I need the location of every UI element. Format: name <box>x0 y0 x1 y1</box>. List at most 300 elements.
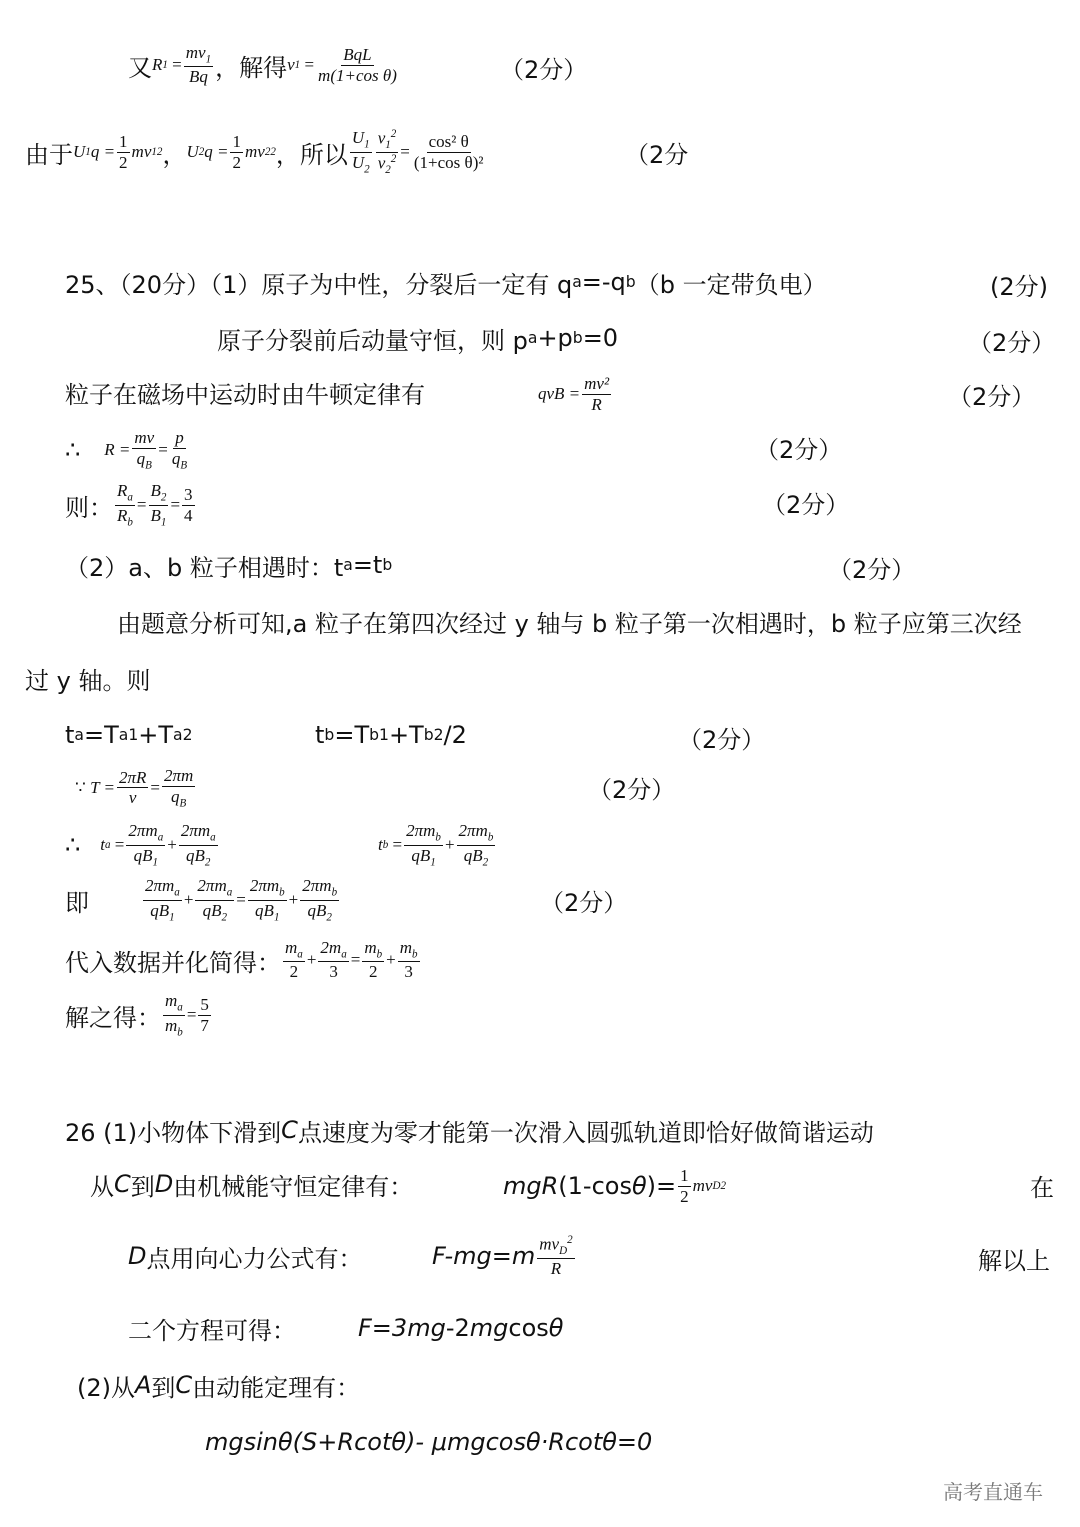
text: 1 <box>430 855 436 868</box>
text: qvB = <box>538 384 581 404</box>
text: 2 <box>680 1186 689 1206</box>
fraction <box>195 876 234 923</box>
text: U <box>351 152 365 172</box>
text: t <box>315 721 325 749</box>
score: （2分） <box>500 56 588 84</box>
fraction <box>230 132 243 172</box>
text: mv <box>185 43 206 63</box>
watermark: 高考直通车 <box>943 1480 1043 1504</box>
text: b2 <box>423 726 444 744</box>
text: 2πm <box>180 821 211 841</box>
text: m(1+cos θ) <box>318 65 397 85</box>
text: R <box>550 1258 562 1278</box>
text: 7 <box>200 1015 209 1035</box>
text: Bq <box>189 67 208 87</box>
text: m <box>165 1015 178 1035</box>
text: 2πm <box>145 876 175 896</box>
text: = <box>304 55 315 74</box>
fraction <box>582 374 611 414</box>
line-25-1 <box>65 252 827 312</box>
text: + <box>444 835 455 854</box>
text: qB <box>150 900 170 920</box>
text: 代入数据并化简得： <box>65 948 281 977</box>
text: qB <box>186 845 205 865</box>
fraction <box>248 876 287 923</box>
score: （2分） <box>968 329 1056 357</box>
text: q = <box>90 142 116 161</box>
text: b <box>572 329 583 347</box>
formula <box>281 938 422 982</box>
text: = <box>158 439 168 459</box>
text: q <box>136 448 146 468</box>
formula-qvb <box>538 374 613 414</box>
text: qB <box>307 900 327 920</box>
text: v <box>128 788 137 808</box>
text: 25、（20分）（1）原子为中性，分裂后一定有 q <box>65 270 573 299</box>
line-radius <box>65 420 191 480</box>
text: R <box>117 481 128 501</box>
text: 2 <box>289 962 299 982</box>
text: b <box>324 726 335 744</box>
text: C <box>175 1371 193 1399</box>
text: mv <box>244 142 265 161</box>
text: =T <box>334 721 370 749</box>
text: a <box>297 948 303 961</box>
text: cos² θ <box>428 131 469 151</box>
line-equal-times <box>65 870 341 930</box>
text: b <box>625 273 636 291</box>
text: ，解得 <box>215 53 288 82</box>
text: b <box>376 948 383 961</box>
text: 4 <box>184 505 193 525</box>
text: (1+cos θ)² <box>413 152 484 172</box>
text: 2 <box>390 152 397 165</box>
text: 1 <box>169 910 175 923</box>
text: 2 <box>232 152 241 172</box>
fraction <box>412 132 486 172</box>
text: 1 <box>680 1165 689 1185</box>
text: 由题意分析可知,a 粒子在第四次经过 y 轴与 b 粒子第一次相遇时，b 粒子应第三次经 <box>117 609 1022 638</box>
text: U <box>186 142 199 161</box>
text: b <box>435 831 441 844</box>
line-ratio-r <box>65 475 197 535</box>
text: 2 <box>364 162 370 175</box>
fraction <box>170 428 189 472</box>
fraction <box>318 938 348 982</box>
text: 5 <box>200 994 209 1014</box>
text: a <box>527 329 538 347</box>
text: ∴ <box>65 436 81 464</box>
text: 2 <box>326 910 332 923</box>
text: （2）a、b 粒子相遇时：t <box>65 553 344 582</box>
text: 1 <box>85 146 91 158</box>
text: mv <box>134 428 155 448</box>
text: 1 <box>273 910 280 923</box>
text: qB <box>255 900 274 920</box>
text: 1 <box>151 146 157 158</box>
text: 由动能定理有： <box>192 1373 361 1402</box>
text: mv <box>692 1176 713 1195</box>
text: 1 <box>294 59 301 71</box>
text: 3 <box>404 962 413 982</box>
text: 2πm <box>302 876 332 896</box>
text: a <box>341 948 347 961</box>
line-centripetal <box>128 1226 362 1286</box>
text: 3 <box>329 962 338 982</box>
fraction <box>132 428 156 472</box>
fraction <box>149 481 169 528</box>
text: qB <box>202 900 222 920</box>
line-tb <box>315 705 467 765</box>
text: 2πR <box>118 767 147 787</box>
text: q <box>170 786 180 806</box>
text: 2 <box>567 1233 573 1246</box>
formula <box>141 876 341 923</box>
formula-r1 <box>152 43 215 87</box>
text: B <box>179 797 187 810</box>
text: v <box>377 128 386 148</box>
text: 2 <box>368 962 378 982</box>
text: a <box>210 831 216 844</box>
text: 点用向心力公式有： <box>146 1244 363 1273</box>
text: = <box>400 142 410 161</box>
text: b1 <box>369 726 389 744</box>
text: m <box>364 938 377 958</box>
line-analysis-cont <box>25 648 150 708</box>
formula <box>378 821 497 868</box>
score: （2分） <box>540 889 628 917</box>
text: mgsinθ(S+Rcotθ)- μmgcosθ·Rcotθ=0 <box>205 1428 653 1456</box>
fraction <box>678 1166 691 1206</box>
text: 2πm <box>163 766 194 786</box>
text: ， <box>162 140 187 169</box>
text: a <box>127 491 133 504</box>
text: b <box>279 886 285 899</box>
text: /2 <box>443 721 467 749</box>
text: b <box>382 556 393 574</box>
text: a <box>174 886 180 899</box>
line-period <box>75 758 197 818</box>
fraction <box>117 768 148 808</box>
text: a <box>343 556 353 574</box>
text: 到 <box>151 1373 176 1402</box>
fraction <box>115 481 135 528</box>
text: B <box>150 481 161 501</box>
text: 2 <box>390 127 397 140</box>
text: 1 <box>119 131 128 151</box>
text: 1 <box>364 138 370 151</box>
fraction <box>117 132 130 172</box>
formula-v1 <box>287 45 401 85</box>
formula-u2 <box>186 132 275 172</box>
text: qB <box>133 845 153 865</box>
text: = <box>150 777 160 797</box>
fraction <box>198 995 211 1035</box>
text: 2πm <box>197 876 227 896</box>
line-solution <box>65 985 213 1045</box>
line-26-1 <box>65 1100 874 1160</box>
text: +p <box>537 324 573 352</box>
text: 1 <box>162 58 168 71</box>
text: 26 (1)小物体下滑到 <box>65 1118 282 1147</box>
text: 2 <box>198 146 205 158</box>
text: 2 <box>270 146 276 158</box>
fraction <box>163 991 185 1038</box>
text: t <box>378 835 383 854</box>
text: = <box>170 495 181 514</box>
text: = <box>392 835 403 854</box>
formula <box>100 821 219 868</box>
text: a <box>572 273 582 291</box>
text: a <box>177 1001 183 1014</box>
formula-energy <box>503 1156 726 1216</box>
line-newton <box>65 362 425 422</box>
text: 由机械能守恒定律有： <box>173 1172 414 1201</box>
text: t <box>65 721 75 749</box>
fraction <box>182 485 195 525</box>
formula <box>676 1166 726 1206</box>
text: =0 <box>582 324 619 352</box>
fraction <box>316 45 399 85</box>
fraction <box>179 821 218 868</box>
text: =t <box>352 551 383 579</box>
fraction <box>184 43 213 87</box>
text: C <box>281 1116 298 1144</box>
line-energy <box>25 122 487 182</box>
text: a <box>105 839 111 851</box>
text: mv <box>131 142 152 161</box>
text: b <box>412 948 418 961</box>
text: b <box>127 515 133 528</box>
formula-u1 <box>73 132 162 172</box>
fraction <box>300 876 339 923</box>
text: 2πm <box>406 821 436 841</box>
line-25-2 <box>65 535 392 595</box>
text: + <box>183 890 194 909</box>
text: D <box>154 1170 174 1198</box>
text: θ <box>548 1314 564 1342</box>
text: D <box>128 1242 147 1270</box>
text: = <box>172 54 182 74</box>
text: a2 <box>173 726 193 744</box>
fraction <box>376 128 399 177</box>
text: F=3 <box>358 1314 408 1342</box>
line-r1-v1 <box>128 35 401 95</box>
line-ta <box>65 705 193 765</box>
text: )= <box>646 1172 677 1200</box>
score: (2分) <box>990 273 1048 301</box>
text: m <box>285 938 298 958</box>
text: R <box>152 54 163 74</box>
text: T = <box>90 777 115 797</box>
text: B <box>150 505 161 525</box>
text: (2)从 <box>77 1373 135 1402</box>
text: b <box>382 839 389 851</box>
text: qB <box>463 845 483 865</box>
line-momentum <box>217 308 618 368</box>
text: A <box>135 1371 152 1399</box>
text: 2πm <box>249 876 280 896</box>
text: 原子分裂前后动量守恒，则 p <box>217 326 528 355</box>
text: D <box>559 1244 568 1257</box>
text: p <box>175 428 184 448</box>
text: 2 <box>264 146 271 158</box>
text: cos <box>508 1314 549 1342</box>
text: 则： <box>65 493 113 522</box>
score: （2分 <box>625 141 689 169</box>
text: 又 <box>128 53 152 82</box>
text: 2 <box>156 146 163 158</box>
text: + <box>306 949 317 969</box>
formula-centripetal <box>432 1226 577 1286</box>
text: t <box>100 835 106 854</box>
text: 2πm <box>128 821 158 841</box>
formula <box>535 1234 576 1278</box>
text: ∴ <box>65 831 81 859</box>
text: 粒子在磁场中运动时由牛顿定律有 <box>65 380 425 409</box>
text: mv² <box>584 374 610 393</box>
score: （2分） <box>762 491 850 519</box>
score: （2分） <box>588 776 676 804</box>
text: =-q <box>581 268 626 296</box>
text: qB <box>411 845 431 865</box>
text: C <box>114 1170 131 1198</box>
text: 到 <box>130 1172 155 1201</box>
text: F-mg=m <box>432 1242 536 1270</box>
line-26-2 <box>77 1355 360 1415</box>
text: θ <box>631 1172 647 1200</box>
fraction <box>537 1234 574 1278</box>
text: m <box>399 938 412 958</box>
text: a <box>226 886 233 899</box>
text: = <box>350 949 361 969</box>
text: q = <box>204 142 229 161</box>
text: ，所以 <box>275 140 348 169</box>
text: mg <box>407 1314 446 1342</box>
line-ta-formula <box>65 815 220 875</box>
text: + <box>386 949 396 969</box>
formula <box>104 428 191 472</box>
score: （2分） <box>678 726 766 754</box>
formula-work-energy <box>205 1412 652 1472</box>
text: b <box>177 1025 183 1038</box>
text: 1 <box>385 138 391 151</box>
text: a1 <box>118 726 139 744</box>
text: B <box>145 459 152 472</box>
fraction <box>143 876 182 923</box>
text: 1 <box>152 855 159 868</box>
text: 在 <box>1030 1174 1054 1202</box>
line-tb-formula <box>378 815 497 875</box>
text: 2 <box>204 855 211 868</box>
text: (1-cos <box>558 1172 632 1200</box>
text: 2πm <box>458 821 488 841</box>
text: mg <box>469 1314 509 1342</box>
fraction <box>457 821 496 868</box>
fraction <box>126 821 165 868</box>
line-result-f <box>128 1298 563 1358</box>
text: ∵ <box>75 777 86 797</box>
text: -2 <box>445 1314 470 1342</box>
score: （2分） <box>755 436 843 464</box>
text: 从 <box>90 1172 114 1201</box>
text: （b 一定带负电） <box>635 270 827 299</box>
text: = <box>236 890 246 909</box>
text: +T <box>388 721 424 749</box>
text: 1 <box>232 131 241 151</box>
text: mgR <box>503 1172 559 1200</box>
text: 2 <box>385 163 391 176</box>
text: R <box>591 394 602 414</box>
text: 2 <box>160 491 167 504</box>
text: a <box>74 726 84 744</box>
text: 2m <box>320 938 342 958</box>
text: 点速度为零才能第一次滑入圆弧轨道即恰好做简谐运动 <box>297 1118 874 1147</box>
text: = <box>114 835 125 854</box>
score: （2分） <box>948 383 1036 411</box>
text: R <box>117 505 128 525</box>
formula <box>161 991 213 1038</box>
text: v <box>287 55 295 74</box>
fraction <box>162 766 195 810</box>
text: mv <box>539 1234 560 1254</box>
text: 解之得： <box>65 1003 161 1032</box>
fraction <box>350 128 372 175</box>
text: 3 <box>184 484 193 504</box>
text: + <box>288 890 299 909</box>
text: 2 <box>221 910 228 923</box>
text: b <box>331 886 338 899</box>
text: U <box>73 142 86 161</box>
line-simplify <box>65 930 422 990</box>
text: b <box>487 831 494 844</box>
fraction <box>404 821 443 868</box>
text: 2 <box>720 1180 726 1192</box>
formula <box>75 766 197 810</box>
score: （2分） <box>828 556 916 584</box>
fraction <box>398 938 420 982</box>
formula <box>113 481 197 528</box>
line-energy-cd <box>90 1154 413 1214</box>
text: +T <box>138 721 174 749</box>
fraction <box>283 938 305 982</box>
line-analysis <box>117 591 1022 651</box>
text: 二个方程可得： <box>128 1316 296 1345</box>
text: D <box>712 1180 721 1192</box>
text: + <box>167 835 177 854</box>
text: BqL <box>343 44 372 64</box>
formula-ratio <box>348 128 488 177</box>
text: 2 <box>482 855 489 868</box>
text: m <box>165 991 178 1011</box>
fraction <box>362 938 384 982</box>
text: a <box>157 831 164 844</box>
text: = <box>186 1005 197 1024</box>
text: 即 <box>65 888 89 917</box>
text: =T <box>83 721 119 749</box>
text: q <box>171 448 181 468</box>
text: 1 <box>160 515 167 528</box>
text: v <box>377 153 386 173</box>
text: 由于 <box>25 140 73 169</box>
text: 2 <box>119 152 128 172</box>
text: = <box>136 495 147 514</box>
text: 1 <box>205 53 212 66</box>
text: U <box>351 128 365 148</box>
text: B <box>180 459 188 472</box>
text: 过 y 轴。则 <box>25 666 151 695</box>
text: R = <box>104 439 131 459</box>
